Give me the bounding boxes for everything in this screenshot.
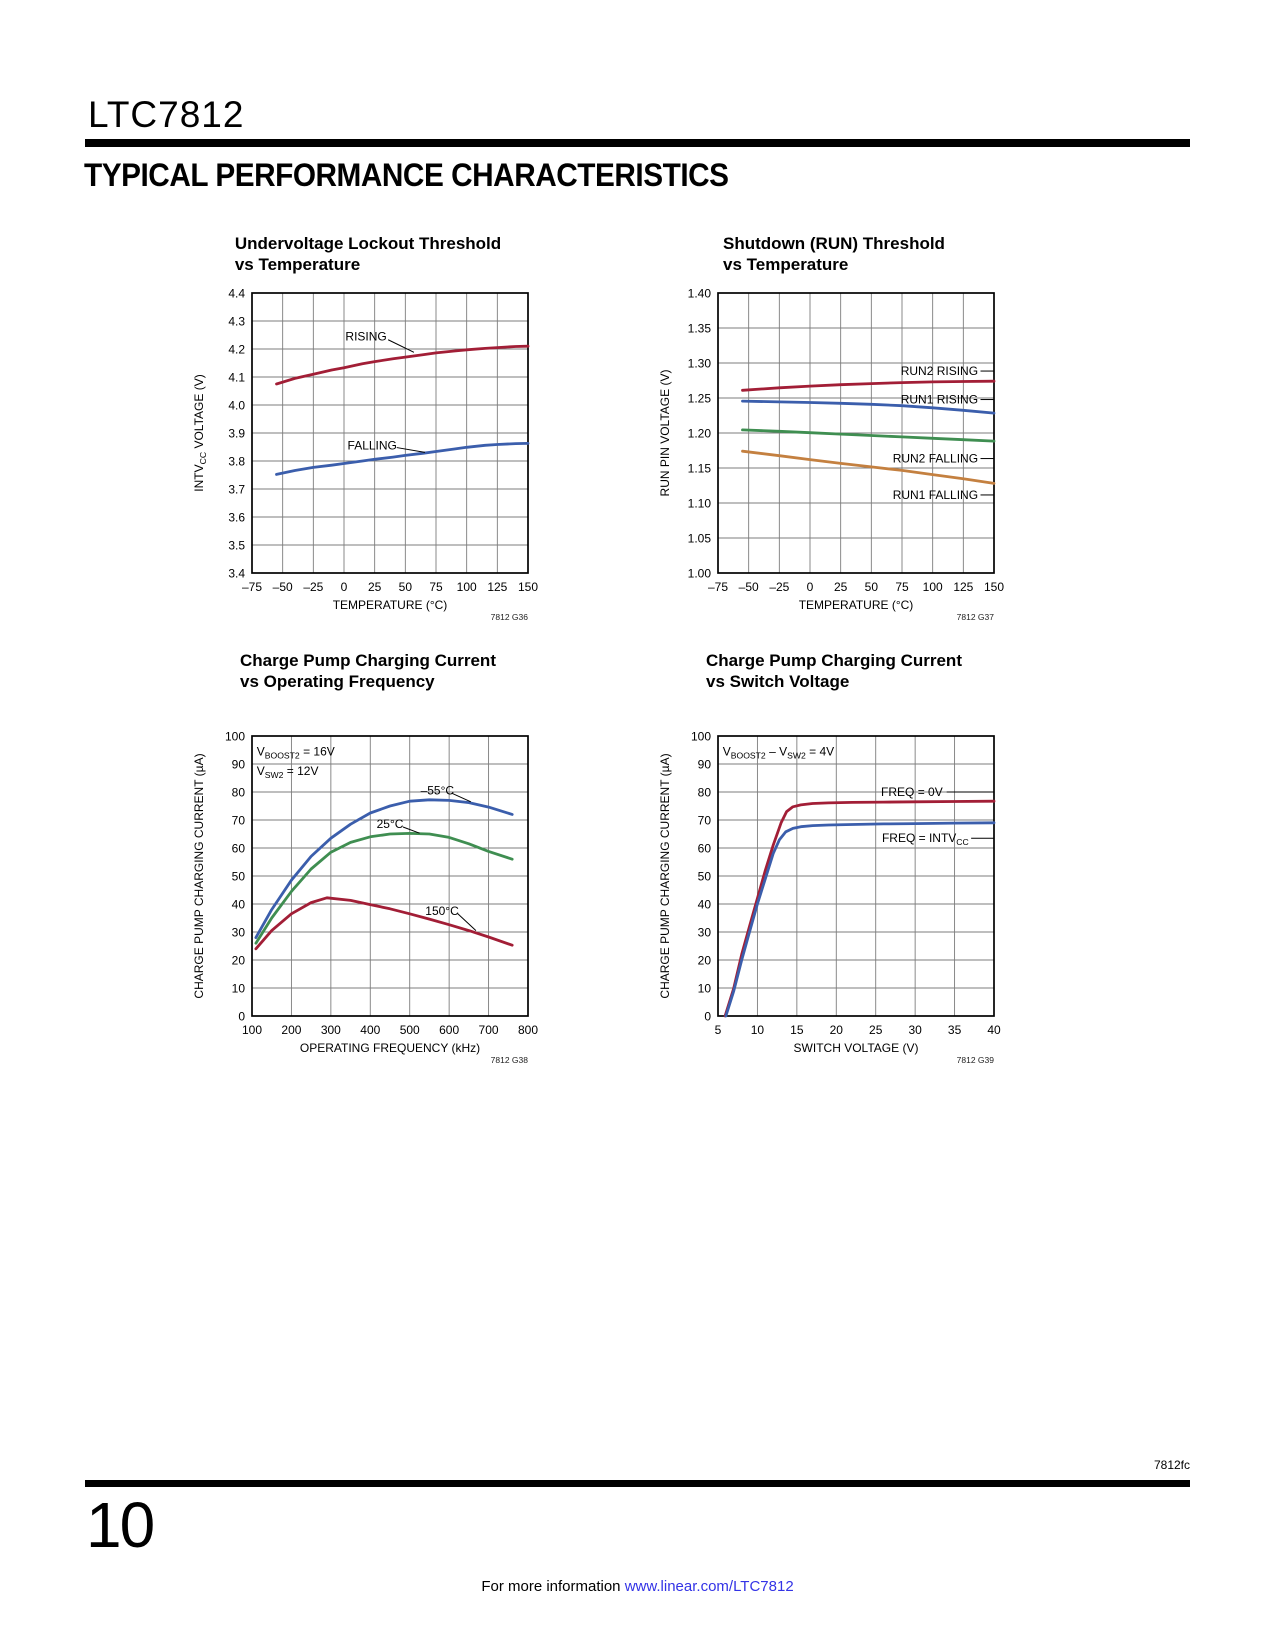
- svg-text:1.35: 1.35: [687, 321, 711, 336]
- svg-text:30: 30: [908, 1023, 922, 1037]
- chart-title-line: vs Temperature: [723, 255, 849, 274]
- doc-code: 7812fc: [1153, 1458, 1190, 1472]
- svg-text:3.9: 3.9: [228, 426, 245, 441]
- svg-text:0: 0: [238, 1009, 245, 1024]
- chart-title-line: Shutdown (RUN) Threshold: [723, 234, 945, 253]
- curve-rising: [277, 346, 529, 384]
- y-tick-labels: [225, 730, 245, 1024]
- svg-text:1.20: 1.20: [687, 426, 711, 441]
- curve-label: FREQ = $INTV_{CC}$: [881, 831, 969, 848]
- section-title: TYPICAL PERFORMANCE CHARACTERISTICS: [84, 157, 729, 193]
- chart-plot: [652, 283, 1016, 627]
- curve-freq-intvcc: [726, 823, 994, 1016]
- svg-text:100: 100: [224, 729, 245, 744]
- x-tick-labels: [242, 580, 538, 594]
- svg-text:0: 0: [806, 580, 814, 594]
- svg-text:75: 75: [895, 580, 909, 594]
- svg-text:150: 150: [517, 580, 539, 594]
- svg-text:–25: –25: [303, 580, 324, 594]
- svg-text:800: 800: [517, 1023, 539, 1037]
- graph-ref: 7812 G38: [490, 1055, 528, 1065]
- y-axis-label: RUN PIN VOLTAGE (V): [658, 369, 672, 497]
- footer-text: For more information: [481, 1578, 625, 1595]
- x-axis-label: OPERATING FREQUENCY (kHz): [299, 1041, 481, 1055]
- svg-text:4.3: 4.3: [228, 314, 245, 329]
- y-axis-label: CHARGE PUMP CHARGING CURRENT (µA): [192, 753, 206, 999]
- svg-text:40: 40: [231, 897, 245, 912]
- chart-plot: [186, 283, 550, 627]
- x-axis-label: TEMPERATURE (°C): [798, 598, 914, 612]
- chart-title: [652, 650, 1016, 692]
- y-tick-labels: [688, 287, 712, 581]
- graph-ref: 7812 G36: [490, 612, 528, 622]
- svg-text:20: 20: [231, 953, 245, 968]
- svg-text:25: 25: [869, 1023, 883, 1037]
- curve-label: –55°C: [420, 783, 455, 798]
- curve-label: $V_{BOOST2} - V_{SW2} = 4V$: [722, 744, 835, 761]
- svg-text:50: 50: [697, 869, 711, 884]
- chart-charge-pump-vs-frequency: [186, 650, 550, 1070]
- svg-text:125: 125: [487, 580, 508, 594]
- label-leader-line: [397, 448, 425, 453]
- svg-text:20: 20: [697, 953, 711, 968]
- chart-title: [186, 233, 550, 275]
- label-leader-line: [388, 340, 414, 353]
- svg-text:40: 40: [697, 897, 711, 912]
- svg-text:1.05: 1.05: [687, 531, 711, 546]
- svg-text:–75: –75: [241, 580, 263, 594]
- svg-text:3.5: 3.5: [228, 538, 245, 553]
- curve-label: $V_{BOOST2} = 16V$: [256, 744, 335, 761]
- svg-text:1.15: 1.15: [687, 461, 711, 476]
- curve-label: RISING: [345, 329, 387, 344]
- svg-text:70: 70: [231, 813, 245, 828]
- x-tick-labels: [715, 1023, 1001, 1037]
- y-tick-labels: [691, 730, 711, 1024]
- grid-lines: [718, 736, 994, 1016]
- chart-title: [652, 233, 1016, 275]
- svg-text:30: 30: [697, 925, 711, 940]
- svg-text:35: 35: [947, 1023, 962, 1037]
- footer-link[interactable]: www.linear.com/LTC7812: [624, 1578, 794, 1595]
- chart-title-line: vs Switch Voltage: [706, 672, 850, 691]
- svg-text:20: 20: [829, 1023, 843, 1037]
- graph-ref: 7812 G39: [956, 1055, 994, 1065]
- svg-text:–75: –75: [707, 580, 729, 594]
- svg-text:5: 5: [714, 1023, 722, 1037]
- svg-text:60: 60: [697, 841, 711, 856]
- curve-run2-falling: [743, 430, 995, 441]
- footer-info: [0, 1578, 1275, 1595]
- svg-text:4.1: 4.1: [228, 370, 245, 385]
- svg-text:10: 10: [750, 1023, 765, 1037]
- svg-text:3.7: 3.7: [228, 482, 245, 497]
- chart-title-line: Charge Pump Charging Current: [706, 651, 962, 670]
- svg-text:300: 300: [320, 1023, 341, 1037]
- svg-text:3.4: 3.4: [228, 566, 245, 581]
- x-tick-labels: [242, 1023, 538, 1037]
- svg-text:100: 100: [241, 1023, 263, 1037]
- svg-text:90: 90: [231, 757, 245, 772]
- svg-text:4.4: 4.4: [228, 286, 245, 301]
- curve-label: RUN1 RISING: [900, 392, 979, 407]
- chart-charge-pump-vs-switch-voltage: [652, 650, 1016, 1070]
- chart-title-line: vs Temperature: [234, 255, 361, 274]
- svg-text:25: 25: [367, 580, 382, 594]
- svg-text:–50: –50: [272, 580, 293, 594]
- curve-label: RUN1 FALLING: [892, 487, 979, 502]
- svg-text:40: 40: [987, 1023, 1001, 1037]
- curve-label: 150°C: [425, 904, 459, 918]
- svg-text:3.6: 3.6: [228, 510, 245, 525]
- x-axis-label: TEMPERATURE (°C): [332, 598, 448, 612]
- svg-text:50: 50: [864, 580, 879, 594]
- chart-uvlo-threshold: [186, 233, 550, 627]
- part-number: LTC7812: [88, 94, 245, 135]
- svg-text:1.30: 1.30: [687, 356, 711, 371]
- grid-lines: [252, 293, 528, 573]
- svg-text:80: 80: [231, 785, 245, 800]
- curve-label: RUN2 RISING: [900, 364, 979, 379]
- svg-text:30: 30: [231, 925, 245, 940]
- svg-text:200: 200: [281, 1023, 302, 1037]
- svg-text:600: 600: [439, 1023, 460, 1037]
- svg-text:100: 100: [690, 729, 711, 744]
- svg-text:25: 25: [833, 580, 848, 594]
- svg-text:1.25: 1.25: [687, 391, 711, 406]
- svg-text:100: 100: [456, 580, 477, 594]
- y-axis-label: CHARGE PUMP CHARGING CURRENT (µA): [658, 753, 672, 999]
- svg-text:0: 0: [340, 580, 348, 594]
- svg-text:50: 50: [231, 869, 245, 884]
- chart-run-threshold: [652, 233, 1016, 627]
- svg-text:70: 70: [697, 813, 711, 828]
- y-tick-labels: [228, 287, 245, 581]
- svg-text:1.00: 1.00: [687, 566, 711, 581]
- svg-text:10: 10: [231, 981, 245, 996]
- curve-150-c: [256, 898, 512, 949]
- svg-text:1.40: 1.40: [687, 286, 711, 301]
- svg-text:75: 75: [429, 580, 443, 594]
- svg-text:700: 700: [478, 1023, 499, 1037]
- svg-text:4.0: 4.0: [228, 398, 245, 413]
- curve-run2-rising: [743, 381, 995, 390]
- curve-label: FREQ = 0V: [881, 785, 943, 799]
- svg-text:400: 400: [360, 1023, 381, 1037]
- svg-text:–25: –25: [769, 580, 790, 594]
- curve-label: RUN2 FALLING: [892, 451, 979, 466]
- chart-title-line: Charge Pump Charging Current: [240, 651, 496, 670]
- y-axis-label: $INTV_{CC}$ VOLTAGE (V): [192, 374, 208, 492]
- chart-plot: [186, 726, 550, 1070]
- svg-text:–50: –50: [738, 580, 759, 594]
- svg-text:1.10: 1.10: [687, 496, 711, 511]
- graph-ref: 7812 G37: [956, 612, 994, 622]
- svg-text:500: 500: [399, 1023, 420, 1037]
- svg-text:60: 60: [231, 841, 245, 856]
- svg-text:3.8: 3.8: [228, 454, 245, 469]
- chart-title-line: vs Operating Frequency: [240, 672, 435, 691]
- x-tick-labels: [708, 580, 1004, 594]
- svg-text:150: 150: [983, 580, 1005, 594]
- svg-text:80: 80: [697, 785, 711, 800]
- svg-text:50: 50: [398, 580, 413, 594]
- svg-text:90: 90: [697, 757, 711, 772]
- curve-25-c: [256, 833, 512, 943]
- svg-text:0: 0: [704, 1009, 711, 1024]
- x-axis-label: SWITCH VOLTAGE (V): [793, 1041, 919, 1055]
- svg-text:15: 15: [790, 1023, 804, 1037]
- curve-label: 25°C: [376, 817, 404, 832]
- header-rule: [85, 139, 1190, 147]
- svg-text:10: 10: [697, 981, 711, 996]
- page-number: 10: [86, 1489, 154, 1561]
- svg-text:125: 125: [953, 580, 974, 594]
- chart-plot: [652, 726, 1016, 1070]
- chart-title-line: Undervoltage Lockout Threshold: [234, 234, 502, 253]
- svg-text:4.2: 4.2: [228, 342, 245, 357]
- footer-rule: [85, 1480, 1190, 1487]
- curve-label: FALLING: [347, 438, 397, 453]
- chart-title: [186, 650, 550, 692]
- curve-label: $V_{SW2} = 12V$: [256, 764, 319, 780]
- svg-text:100: 100: [922, 580, 943, 594]
- grid-lines: [718, 293, 994, 573]
